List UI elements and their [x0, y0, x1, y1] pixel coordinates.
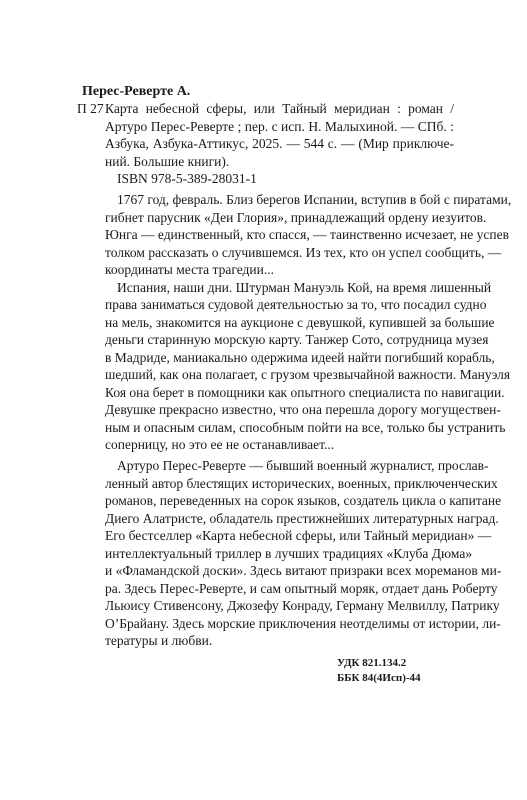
annotation-line: ленный автор блестящих исторических, военных, приключенческих [105, 475, 498, 491]
annotation-line: Диего Алатристе, обладатель престижнейших литературных наград. [105, 510, 499, 526]
annotation-line: на мель, знакомится на аукционе с девушкой, купившей за большие [105, 314, 495, 330]
annotation-line: Юнга — единственный, кто спасся, — таинственно исчезает, не успев [105, 227, 509, 242]
annotation-line: 1767 год, февраль. Близ берегов Испании, вступив в бой с пиратами, [117, 192, 512, 207]
annotation-line: ным и опасным силам, способным пойти на все, только бы устранить [105, 419, 506, 435]
annotation-line: соперницу, но это ее не останавливает... [105, 437, 335, 452]
annotation-line: интеллектуальный триллер в лучших традициях «Клуба Дюма» [105, 545, 473, 561]
bibliographic-line: ний. Большие книги). [105, 153, 230, 169]
udk-code: УДК 821.134.2 [337, 657, 407, 669]
annotation-line: деньги старинную морскую карту. Танжер Сото, сотрудница музея [105, 332, 489, 347]
annotation-line: О’Брайану. Здесь морские приключения неотделимы от истории, ли- [105, 615, 501, 631]
annotation-line: гибнет парусник «Деи Глория», принадлежащий ордену иезуитов. [105, 209, 487, 225]
bibliographic-line: Артуро Перес-Реверте ; пер. с исп. Н. Малыхиной. — СПб. : [105, 118, 454, 134]
bibliographic-line: Азбука, Азбука-Аттикус, 2025. — 544 с. — (Мир приключе- [105, 136, 454, 151]
annotation-line: ра. Здесь Перес-Реверте, и сам опытный моряк, отдает дань Роберту [105, 580, 498, 596]
annotation-line: Девушке прекрасно известно, что она перешла дорогу могуществен- [105, 402, 501, 417]
annotation-line: Льюису Стивенсону, Джозефу Конраду, Герману Мелвиллу, Патрику [105, 598, 500, 613]
annotation-line: толком рассказать о случившемся. Из тех, кто он успел сообщить, — [105, 244, 502, 260]
annotation-line: координаты места трагедии... [105, 262, 274, 277]
author-heading: Перес-Реверте А. [82, 84, 191, 99]
annotation-line: Его бестселлер «Карта небесной сферы, или Тайный меридиан» — [105, 528, 492, 543]
annotation-line: Коя она берет в помощники как опытного специалиста по навигации. [105, 384, 505, 400]
annotation-line: романов, переведенных на сорок языков, создатель цикла о капитане [105, 493, 502, 508]
annotation-line: шедший, как она полагает, с грузом чрезвычайной важности. Мануэля [105, 367, 511, 382]
bbk-code: ББК 84(4Исп)-44 [337, 672, 421, 684]
annotation-line: Испания, наши дни. Штурман Мануэль Кой, на время лишенный [117, 279, 492, 295]
annotation-line: Артуро Перес-Реверте — бывший военный журналист, прослав- [117, 458, 489, 473]
annotation-line: в Мадриде, маниакально одержима идеей найти погибший корабль, [105, 349, 495, 365]
annotation-line: права заниматься судовой деятельностью за то, что посадил судно [105, 297, 487, 312]
author-code: П 27 [77, 101, 104, 116]
bibliographic-line: Карта небесной сферы, или Тайный меридиан : роман / [105, 101, 454, 116]
annotation-line: тературы и любви. [105, 633, 213, 648]
annotation-line: и «Фламандской доски». Здесь витают призраки всех мореманов ми- [105, 563, 502, 578]
isbn: ISBN 978-5-389-28031-1 [117, 171, 257, 186]
